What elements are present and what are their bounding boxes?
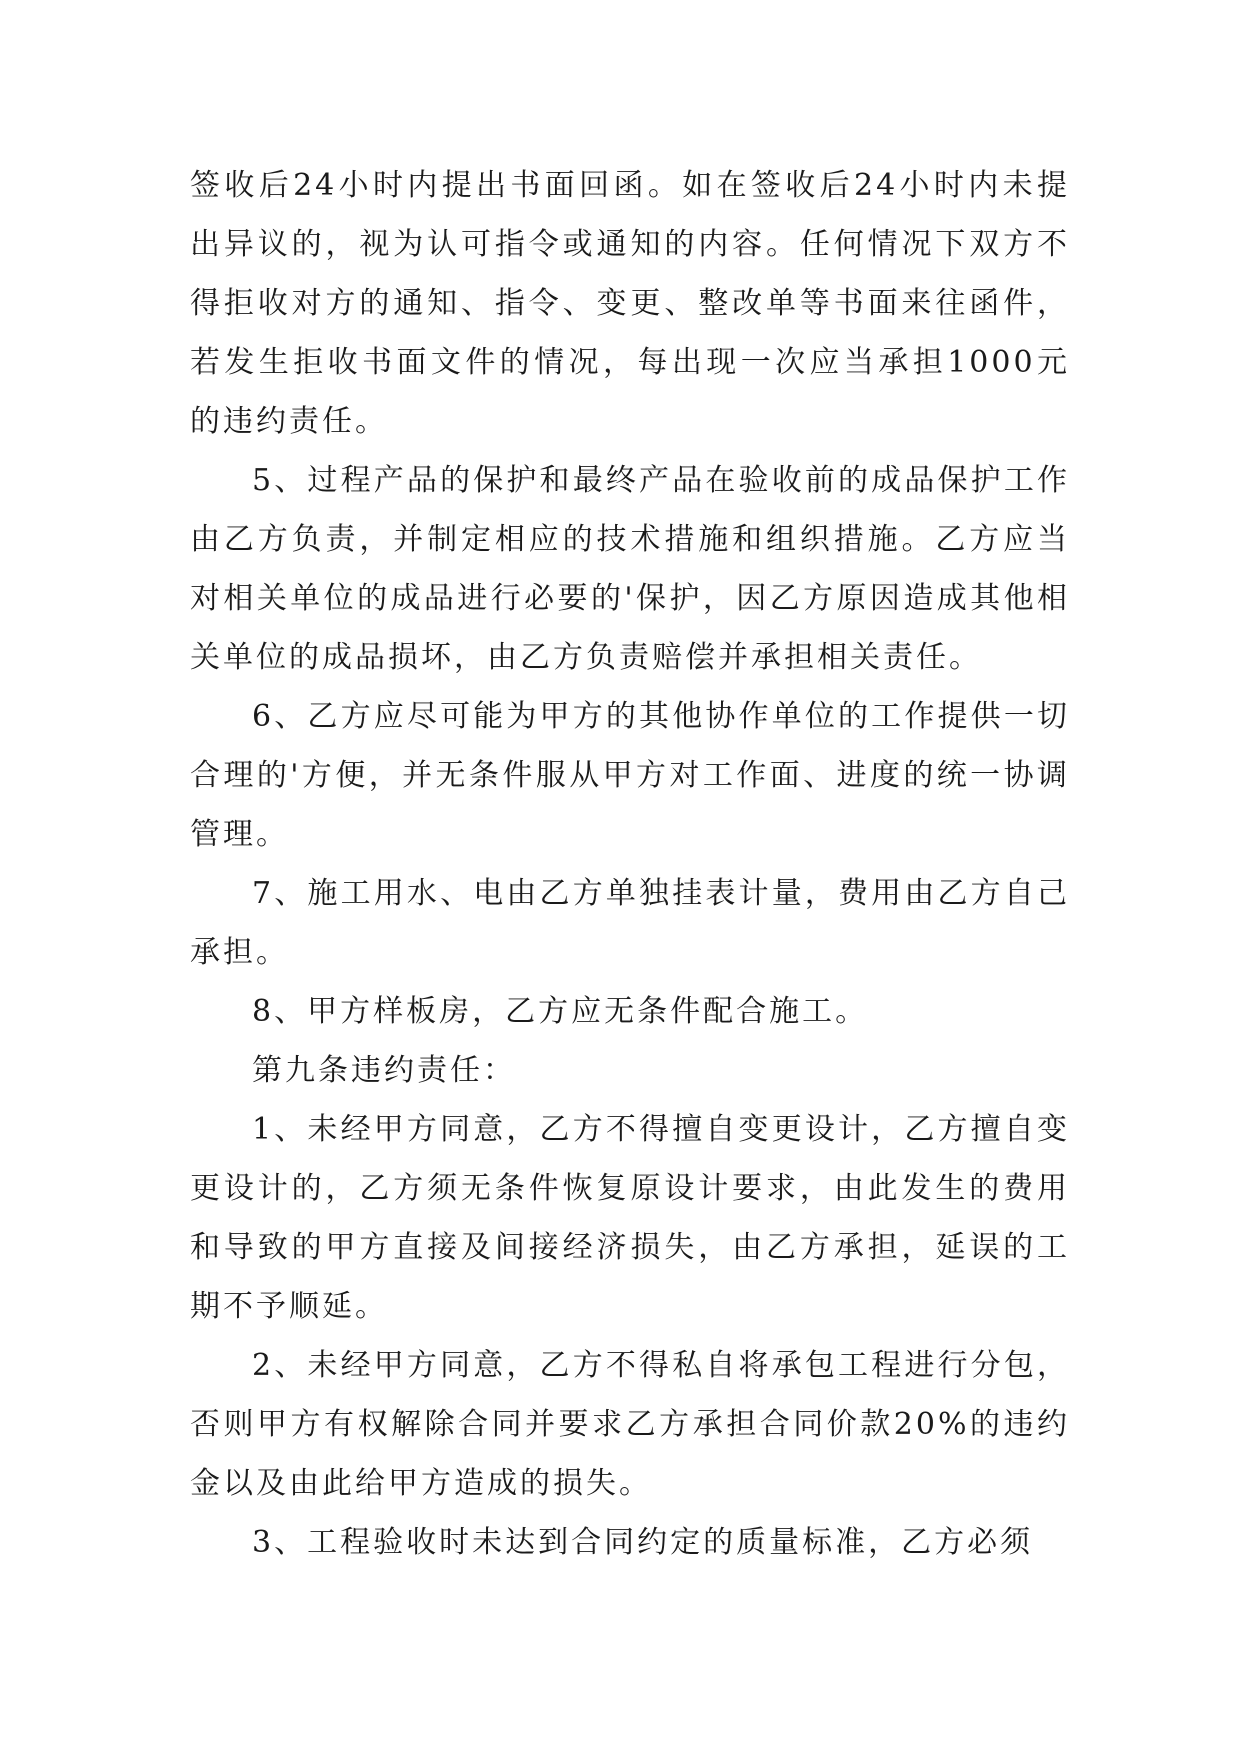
paragraph-article-9-item-1: 1、未经甲方同意，乙方不得擅自变更设计，乙方擅自变更设计的，乙方须无条件恢复原设计要求，由此发生的费用和导致的甲方直接及间接经济损失，由乙方承担，延误的工期不予顺延。 <box>190 1112 1070 1324</box>
paragraph-article-9-item-3: 3、工程验收时未达到合同约定的质量标准，乙方必须 <box>252 1525 1034 1560</box>
paragraph-item-6: 6、乙方应尽可能为甲方的其他协作单位的工作提供一切合理的'方便，并无条件服从甲方对工作面、进度的统一协调管理。 <box>190 699 1070 852</box>
paragraph-item-7: 7、施工用水、电由乙方单独挂表计量，费用由乙方自己承担。 <box>190 876 1070 970</box>
paragraph-item-5: 5、过程产品的保护和最终产品在验收前的成品保护工作由乙方负责，并制定相应的技术措施和组织措施。乙方应当对相关单位的成品进行必要的'保护，因乙方原因造成其他相关单位的成品损坏，由乙方负责赔偿并承担相关责任。 <box>190 463 1070 675</box>
paragraph-item-8: 8、甲方样板房，乙方应无条件配合施工。 <box>252 994 869 1029</box>
paragraph-article-9-item-2: 2、未经甲方同意，乙方不得私自将承包工程进行分包，否则甲方有权解除合同并要求乙方承担合同价款20%的违约金以及由此给甲方造成的损失。 <box>190 1348 1070 1501</box>
section-heading-article-9: 第九条违约责任： <box>252 1053 516 1088</box>
paragraph-continuation: 签收后24小时内提出书面回函。如在签收后24小时内未提出异议的，视为认可指令或通知的内容。任何情况下双方不得拒收对方的通知、指令、变更、整改单等书面来往函件，若发生拒收书面文件的情况，每出现一次应当承担1000元的违约责任。 <box>190 168 1070 439</box>
document-body <box>190 156 1070 1572</box>
